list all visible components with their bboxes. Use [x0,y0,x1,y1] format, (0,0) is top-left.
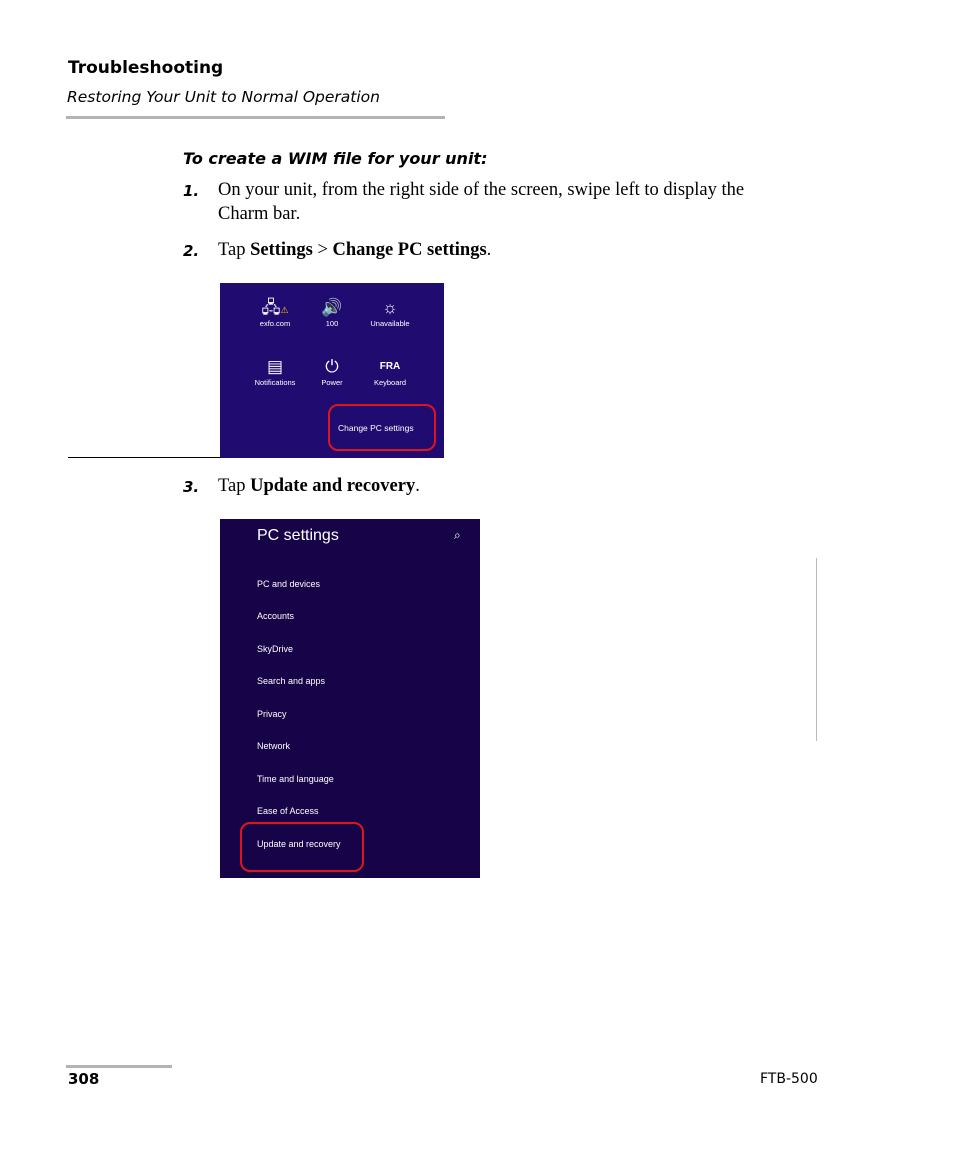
step-3-text [218,474,420,498]
product-name: FTB-500 [760,1071,818,1087]
change-pc-settings-link[interactable]: Change PC settings [338,423,414,433]
pc-settings-item[interactable]: SkyDrive [257,644,294,654]
charm-keyboard[interactable] [360,356,420,387]
text: Tap [218,476,251,496]
search-icon[interactable]: ⌕ [454,528,461,542]
text: . [486,240,492,260]
charm-label: exfo.com [259,319,291,328]
step-text-line: On your unit, from the right side of the screen, swipe left to display the [218,180,745,200]
step-number: 3. [183,478,200,496]
bold-text: Settings [250,240,313,260]
divider-line [68,457,220,458]
charm-notifications[interactable] [245,356,305,387]
step-1-text [218,178,744,226]
volume-icon: 🔊 [321,298,343,317]
pc-settings-item-update-recovery[interactable]: Update and recovery [257,839,341,849]
header-rule [66,116,445,119]
pc-settings-item[interactable]: Privacy [257,709,287,719]
step-number: 2. [183,242,200,260]
procedure-title: To create a WIM file for your unit: [183,149,488,168]
charm-label: Keyboard [373,378,407,387]
pc-settings-title: PC settings [257,527,339,544]
charm-label: 100 [325,319,339,328]
charm-brightness[interactable] [360,297,420,328]
text: > [312,240,333,260]
pc-settings-item[interactable]: Accounts [257,611,295,621]
charm-network[interactable] [245,297,305,328]
notifications-icon: ▤ [266,357,284,376]
pc-settings-item[interactable]: Search and apps [257,676,326,686]
charm-settings-screenshot [220,283,444,458]
network-warning-icon: 🖧⚠ [261,298,289,317]
charm-label: Notifications [254,378,296,387]
pc-settings-screenshot [220,519,480,878]
pc-settings-item[interactable]: Time and language [257,774,334,784]
highlight-circle [328,404,436,451]
pc-settings-item[interactable]: Ease of Access [257,806,319,816]
bold-text: Change PC settings [332,240,487,260]
pc-settings-item[interactable]: Network [257,741,291,751]
text: Tap [218,240,251,260]
step-number: 1. [183,182,200,200]
charm-volume[interactable] [302,297,362,328]
step-text-line: Charm bar. [218,204,301,224]
charm-label: Power [321,378,343,387]
highlight-circle [240,822,364,872]
keyboard-icon: FRA [379,361,401,372]
pc-settings-item[interactable]: PC and devices [257,579,321,589]
section-subtitle: Restoring Your Unit to Normal Operation [67,88,380,106]
section-title: Troubleshooting [68,58,224,78]
step-2-text [218,238,491,262]
divider-line [816,558,817,741]
brightness-icon: ☼ [382,298,398,317]
bold-text: Update and recovery [250,476,416,496]
power-icon: ⏻ [325,357,339,376]
page-number: 308 [68,1070,100,1088]
footer-rule [66,1065,172,1068]
charm-label: Unavailable [370,319,410,328]
text: . [415,476,420,496]
charm-power[interactable] [302,356,362,387]
